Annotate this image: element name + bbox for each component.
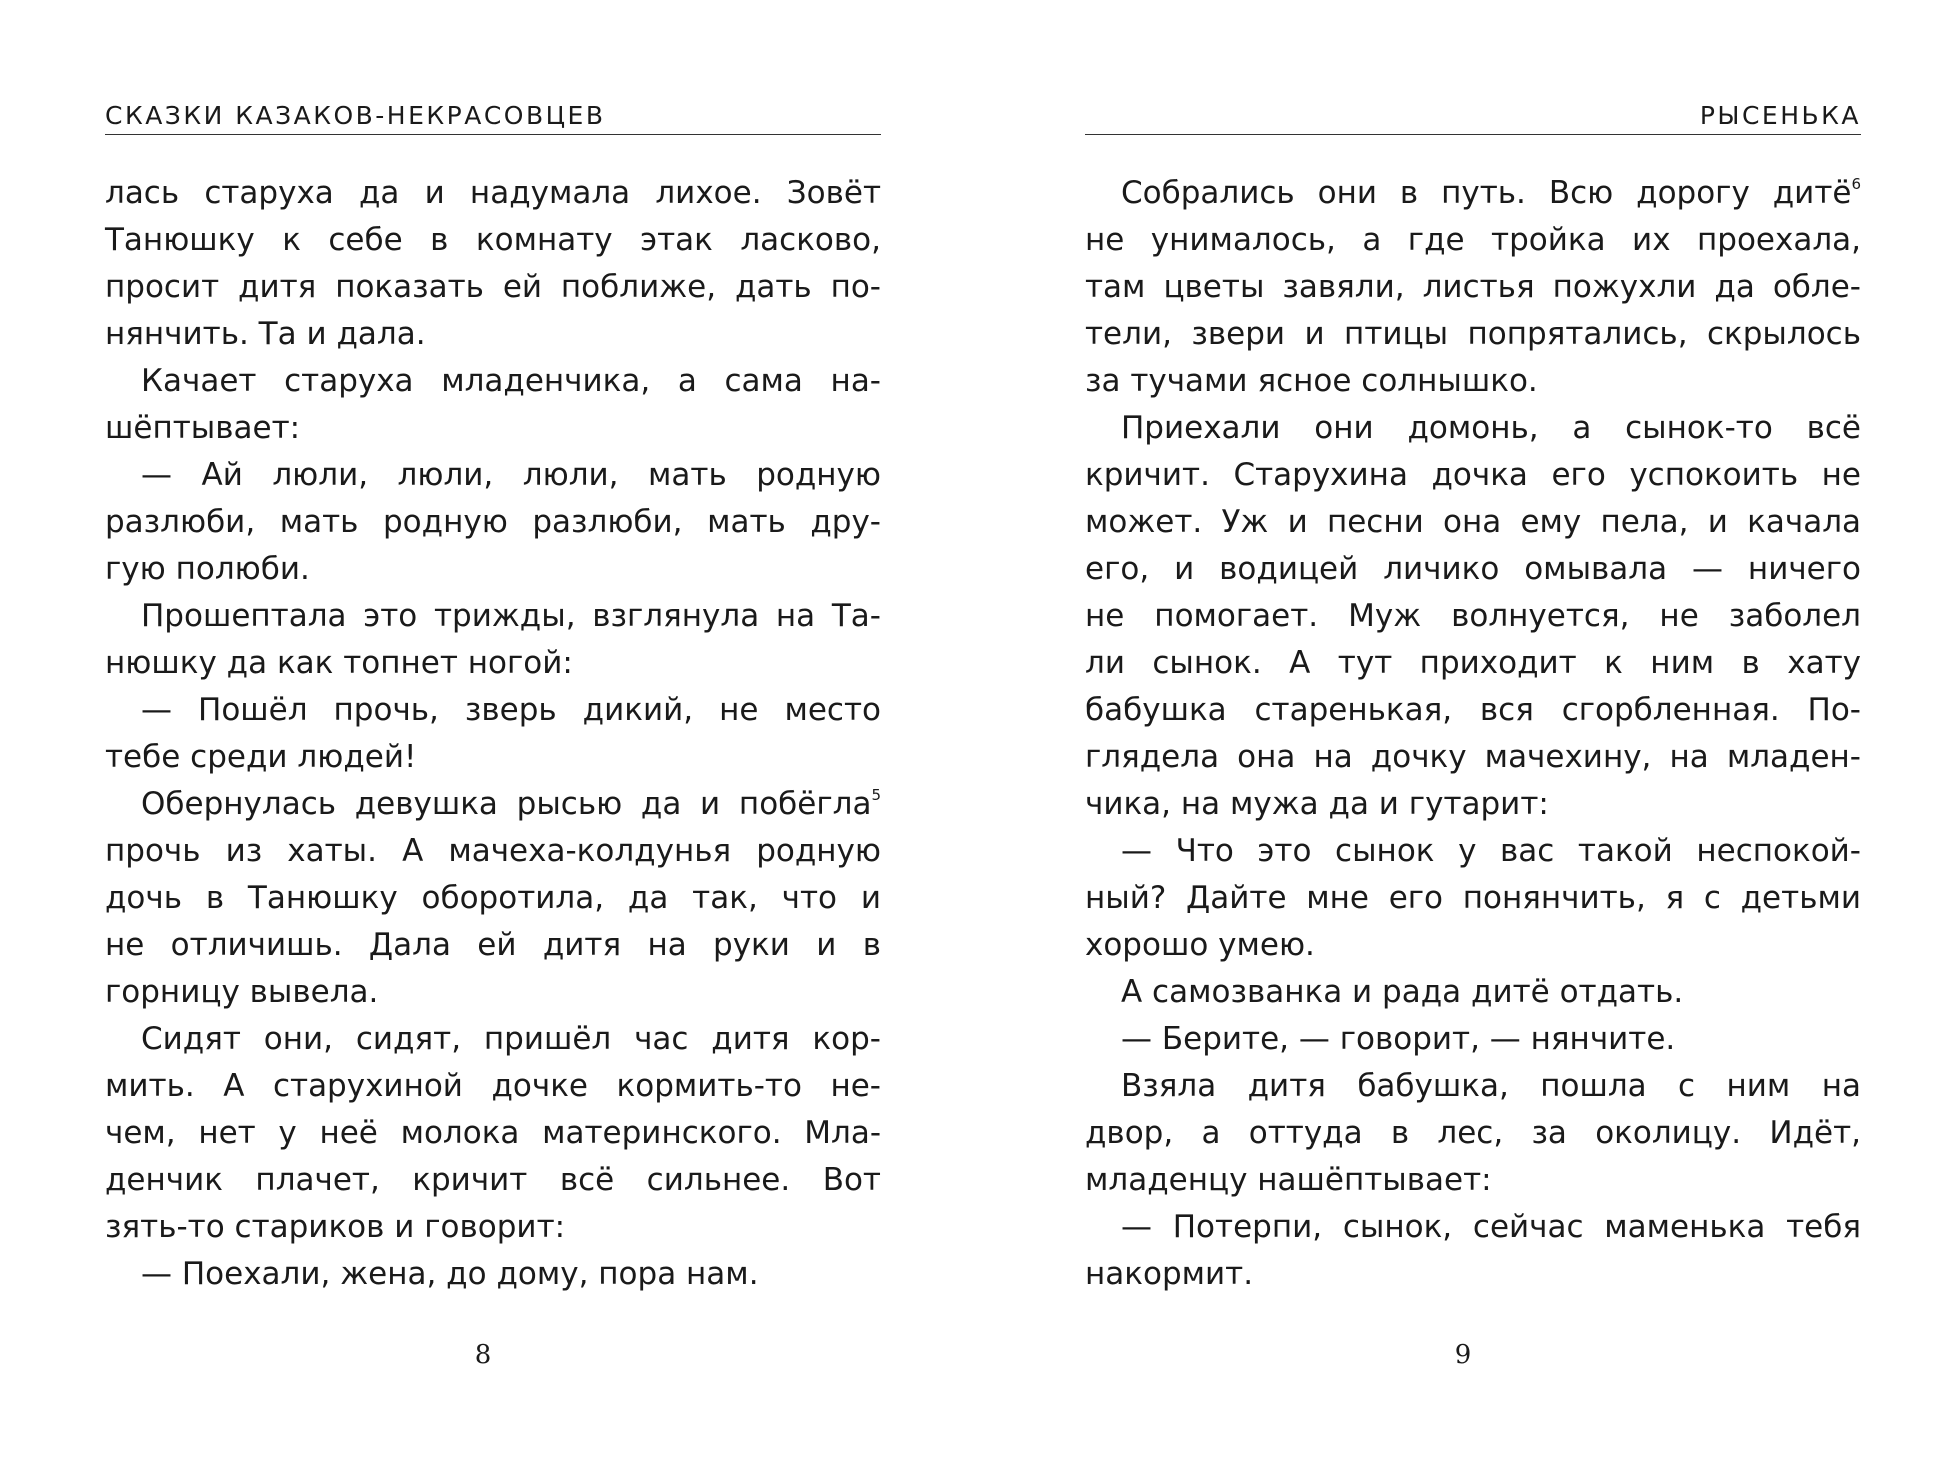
text-line: там цветы завяли, листья пожухли да обле-	[1085, 269, 1861, 305]
text-line: нюшку да как топнет ногой:	[105, 645, 573, 681]
text-line: за тучами ясное солнышко.	[1085, 363, 1538, 399]
text-line: нянчить. Та и дала.	[105, 316, 426, 352]
text-line: А самозванка и рада дитё отдать.	[1121, 974, 1684, 1010]
text-line: его, и водицей личико омывала — ничего	[1085, 551, 1861, 587]
text-line: глядела она на дочку мачехину, на младен-	[1085, 739, 1861, 775]
text-line: Сидят они, сидят, пришёл час дитя кор-	[141, 1021, 881, 1057]
running-header: РЫСЕНЬКА	[1085, 98, 1861, 135]
text-line: лась старуха да и надумала лихое. Зовёт	[105, 175, 881, 211]
text-line: Обернулась девушка рысью да и побёгла	[141, 786, 872, 822]
text-line: не отличишь. Дала ей дитя на руки и в	[105, 927, 881, 963]
text-block	[1085, 170, 1861, 1298]
text-line: дочь в Танюшку оборотила, да так, что и	[105, 880, 881, 916]
page-number: 9	[1454, 1340, 1472, 1370]
text-block	[105, 170, 881, 1298]
text-line: Взяла дитя бабушка, пошла с ним на	[1121, 1068, 1861, 1104]
text-line: может. Уж и песни она ему пела, и качала	[1085, 504, 1861, 540]
text-line: Танюшку к себе в комнату этак ласково,	[105, 222, 881, 258]
text-line: — Берите, — говорит, — нянчите.	[1121, 1021, 1676, 1057]
text-line: ли сынок. А тут приходит к ним в хату	[1085, 645, 1861, 681]
text-line: не помогает. Муж волнуется, не заболел	[1085, 598, 1861, 634]
text-line: Качает старуха младенчика, а сама на-	[141, 363, 881, 399]
text-line: чика, на мужа да и гутарит:	[1085, 786, 1549, 822]
text-line-with-footnote	[1085, 170, 1861, 217]
text-line: горницу вывела.	[105, 974, 379, 1010]
text-line-with-footnote	[105, 781, 881, 828]
text-line: тели, звери и птицы попрятались, скрылось	[1085, 316, 1861, 352]
text-line: тебе среди людей!	[105, 739, 417, 775]
footnote-mark: 5	[871, 786, 881, 804]
text-line: денчик плачет, кричит всё сильнее. Вот	[105, 1162, 881, 1198]
text-line: Прошептала это трижды, взглянула на Та-	[141, 598, 881, 634]
text-line: шёптывает:	[105, 410, 301, 446]
text-line: ный? Дайте мне его понянчить, я с детьми	[1085, 880, 1861, 916]
text-line: Собрались они в путь. Всю дорогу дитё	[1121, 175, 1852, 211]
text-line: двор, а оттуда в лес, за околицу. Идёт,	[1085, 1115, 1861, 1151]
text-line: — Что это сынок у вас такой неспокой-	[1121, 833, 1861, 869]
text-line: хорошо умею.	[1085, 927, 1315, 963]
right-page	[1085, 0, 1861, 1459]
left-page	[105, 0, 881, 1459]
text-line: чем, нет у неё молока материнского. Мла-	[105, 1115, 881, 1151]
text-line: бабушка старенькая, вся сгорбленная. По-	[1085, 692, 1861, 728]
text-line: накормит.	[1085, 1256, 1254, 1292]
text-line: младенцу нашёптывает:	[1085, 1162, 1492, 1198]
text-line: мить. А старухиной дочке кормить-то не-	[105, 1068, 881, 1104]
page-number: 8	[474, 1340, 492, 1370]
text-line: кричит. Старухина дочка его успокоить не	[1085, 457, 1861, 493]
text-line: — Пошёл прочь, зверь дикий, не место	[141, 692, 881, 728]
text-line: просит дитя показать ей поближе, дать по-	[105, 269, 881, 305]
text-line: прочь из хаты. А мачеха-колдунья родную	[105, 833, 881, 869]
text-line: гую полюби.	[105, 551, 310, 587]
footnote-mark: 6	[1851, 175, 1861, 193]
text-line: разлюби, мать родную разлюби, мать дру-	[105, 504, 881, 540]
text-line: — Ай люли, люли, люли, мать родную	[141, 457, 881, 493]
text-line: — Потерпи, сынок, сейчас маменька тебя	[1121, 1209, 1861, 1245]
running-header: СКАЗКИ КАЗАКОВ-НЕКРАСОВЦЕВ	[105, 98, 881, 135]
text-line: не унималось, а где тройка их проехала,	[1085, 222, 1861, 258]
text-line: Приехали они домонь, а сынок-то всё	[1121, 410, 1861, 446]
text-line: зять-то стариков и говорит:	[105, 1209, 566, 1245]
text-line: — Поехали, жена, до дому, пора нам.	[141, 1256, 759, 1292]
